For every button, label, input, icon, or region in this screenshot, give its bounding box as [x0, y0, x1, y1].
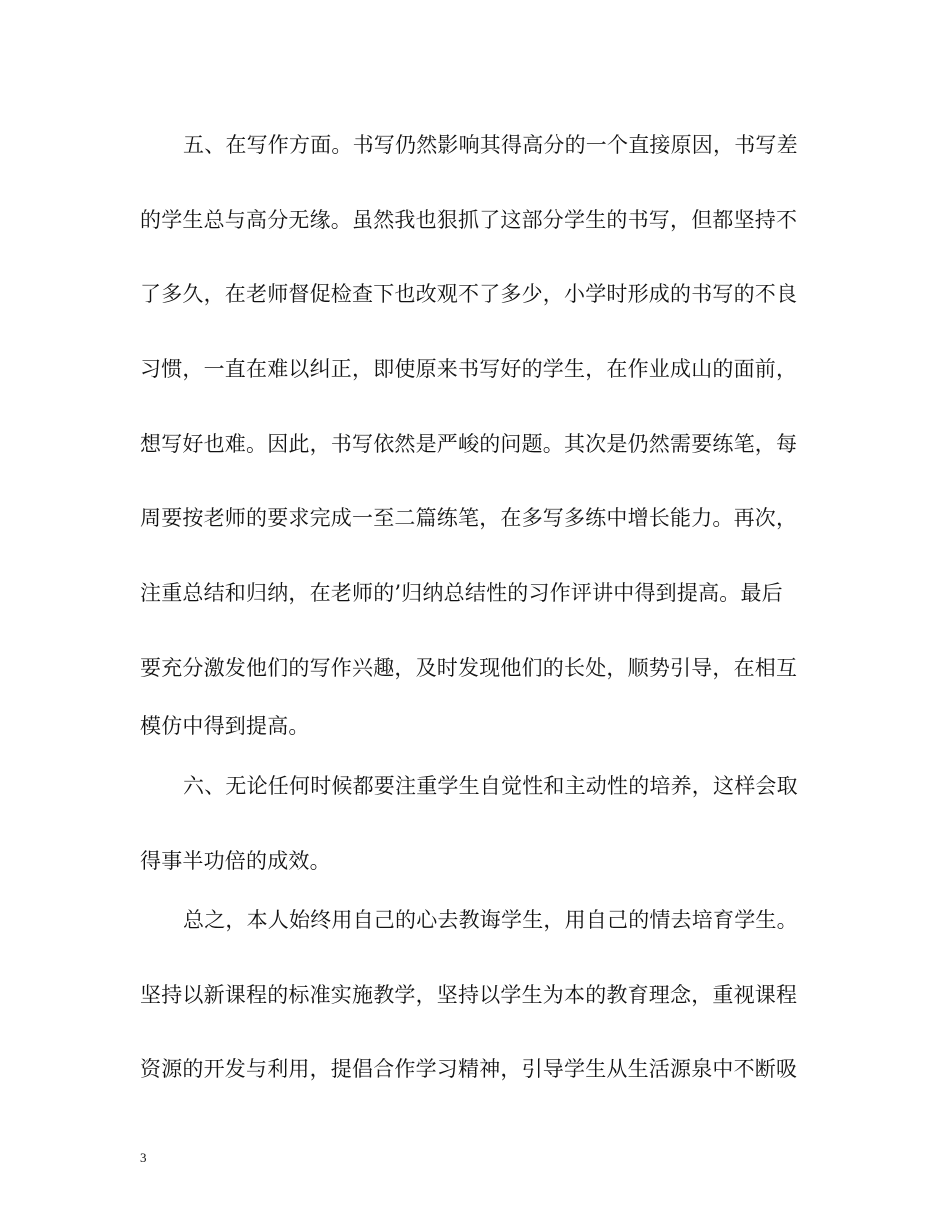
paragraph-summary-line-3: 资源的开发与利用，提倡合作学习精神，引导学生从生活源泉中不断吸	[140, 1057, 798, 1081]
paragraph-6-line-2: 得事半功倍的成效。	[140, 849, 331, 873]
paragraph-summary-line-1: 总之，本人始终用自己的心去教诲学生，用自己的情去培育学生。	[183, 908, 798, 932]
paragraph-5-line-1: 五、在写作方面。书写仍然影响其得高分的一个直接原因，书写差	[183, 133, 798, 157]
paragraph-5-line-3: 了多久，在老师督促检查下也改观不了多少，小学时形成的书写的不良	[140, 282, 798, 306]
paragraph-5-line-9: 模仿中得到提高。	[140, 714, 310, 738]
paragraph-5-line-8: 要充分激发他们的写作兴趣，及时发现他们的长处，顺势引导，在相互	[140, 656, 798, 680]
paragraph-5-line-7: 注重总结和归纳，在老师的’归纳总结性的习作评讲中得到提高。最后	[140, 581, 783, 605]
paragraph-5-line-2: 的学生总与高分无缘。虽然我也狠抓了这部分学生的书写，但都坚持不	[140, 208, 798, 232]
page-number: 3	[140, 1150, 147, 1165]
paragraph-5-line-5: 想写好也难。因此，书写依然是严峻的问题。其次是仍然需要练笔，每	[140, 432, 798, 456]
paragraph-6-line-1: 六、无论任何时候都要注重学生自觉性和主动性的培养，这样会取	[183, 774, 798, 798]
paragraph-summary-line-2: 坚持以新课程的标准实施教学，坚持以学生为本的教育理念，重视课程	[140, 983, 798, 1007]
paragraph-5-line-6: 周要按老师的要求完成一至二篇练笔，在多写多练中增长能力。再次，	[140, 506, 798, 530]
paragraph-5-line-4: 习惯，一直在难以纠正，即使原来书写好的学生，在作业成山的面前，	[140, 357, 798, 381]
